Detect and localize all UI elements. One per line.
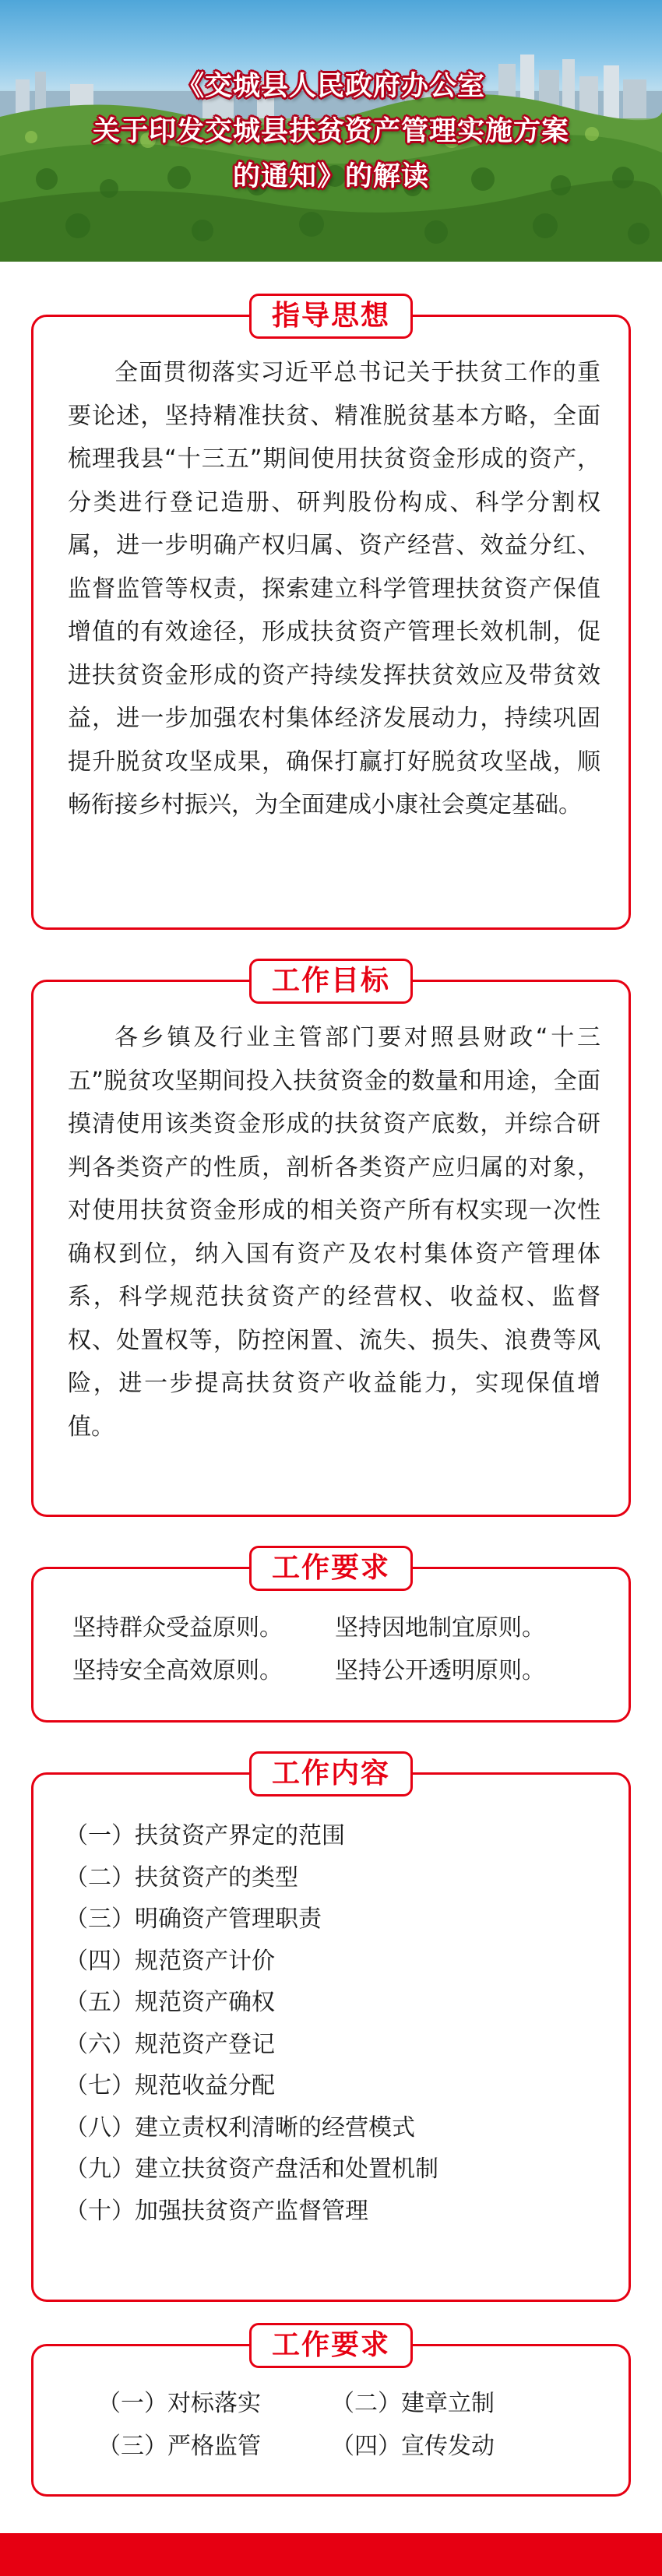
section-work-goal <box>31 965 631 1517</box>
section-label-requirements-2: 工作要求 <box>249 2323 413 2368</box>
title-line-2: 关于印发交城县扶贫资产管理实施方案 <box>92 116 569 147</box>
section-label-requirements: 工作要求 <box>249 1546 413 1591</box>
principles-grid <box>72 1606 597 1692</box>
goal-paragraph: 各乡镇及行业主管部门要对照县财政“十三五”脱贫攻坚期间投入扶贫资金的数量和用途，全面摸清使用该类资金形成的扶贫资产底数，并综合研判各类资产的性质，剖析各类资产应归属的对象，对使用扶贫资金形成的相关资产所有权实现一次性确权到位，纳入国有资产及农村集体资产管理体系，科学规范扶贫资产的经营权、收益权、监督权、处置权等，防控闲置、流失、损失、浪费等风险，进一步提高扶贫资产收益能力，实现保值增值。 <box>68 1024 600 1441</box>
measures-grid <box>33 2382 629 2468</box>
section-label-content: 工作内容 <box>249 1751 413 1797</box>
content-list <box>65 1815 605 2232</box>
measure-item: （二）建章立制 <box>331 2390 495 2417</box>
measure-item: （四）宣传发动 <box>331 2433 495 2460</box>
list-item: （七）规范收益分配 <box>65 2072 275 2099</box>
list-item: （一）扶贫资产界定的范围 <box>65 1822 345 1849</box>
principle-item: 坚持公开透明原则。 <box>335 1657 545 1684</box>
principle-item: 坚持安全高效原则。 <box>72 1657 283 1684</box>
measures-row <box>33 2382 629 2425</box>
section-work-requirements-2 <box>31 2329 631 2497</box>
list-item: （十）加强扶贫资产监督管理 <box>65 2197 368 2225</box>
principle-item: 坚持群众受益原则。 <box>72 1614 283 1642</box>
bottom-red-bar <box>0 2533 662 2576</box>
measure-item: （一）对标落实 <box>97 2390 261 2417</box>
title-line-1: 《交城县人民政府办公室 <box>176 71 485 102</box>
list-item: （三）明确资产管理职责 <box>65 1906 322 1933</box>
list-item: （四）规范资产计价 <box>65 1947 275 1975</box>
section-label-goal: 工作目标 <box>249 959 413 1004</box>
section-label-guiding: 指导思想 <box>249 294 413 339</box>
principles-row <box>72 1606 597 1649</box>
list-item: （九）建立扶贫资产盘活和处置机制 <box>65 2155 438 2183</box>
title-line-3: 的通知》的解读 <box>232 161 429 192</box>
list-item: （二）扶贫资产的类型 <box>65 1863 298 1892</box>
section-guiding-ideology <box>31 300 631 930</box>
guiding-paragraph: 全面贯彻落实习近平总书记关于扶贫工作的重要论述，坚持精准扶贫、精准脱贫基本方略，全面梳理我县“十三五”期间使用扶贫资金形成的资产，分类进行登记造册、研判股份构成、科学分割权属，进一步明确产权归属、资产经营、效益分红、监督监管等权责，探索建立科学管理扶贫资产保值增值的有效途径，形成扶贫资产管理长效机制，促进扶贫资金形成的资产持续发挥扶贫效应及带贫效益，进一步加强农村集体经济发展动力，持续巩固提升脱贫攻坚成果，确保打赢打好脱贫攻坚战，顺畅衔接乡村振兴，为全面建成小康社会奠定基础。 <box>68 359 600 818</box>
section-work-content <box>31 1758 631 2302</box>
list-item: （五）规范资产确权 <box>65 1989 275 2016</box>
section-work-requirements <box>31 1552 631 1723</box>
list-item: （六）规范资产登记 <box>65 2030 275 2058</box>
measures-row <box>33 2425 629 2468</box>
page-title <box>0 64 662 199</box>
header-banner <box>0 0 662 262</box>
measure-item: （三）严格监管 <box>97 2433 261 2460</box>
list-item: （八）建立责权利清晰的经营模式 <box>65 2113 415 2141</box>
principle-item: 坚持因地制宜原则。 <box>335 1614 545 1642</box>
principles-row <box>72 1649 597 1692</box>
